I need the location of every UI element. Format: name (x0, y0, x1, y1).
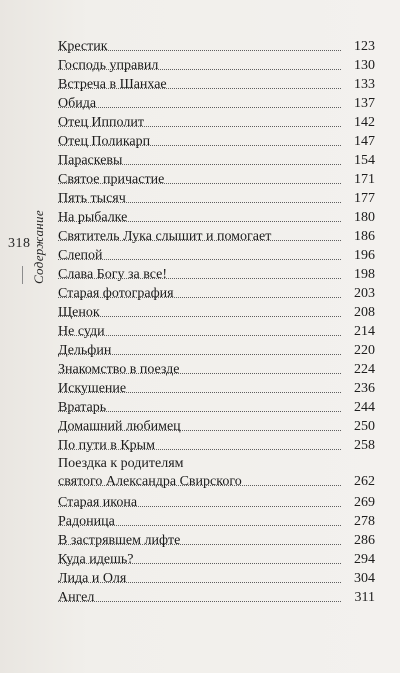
toc-entry-page: 180 (354, 210, 375, 225)
toc-entry (58, 91, 375, 112)
toc-entry-page: 177 (354, 191, 375, 206)
toc-entry (58, 72, 375, 93)
toc-entry (58, 319, 375, 340)
toc-entry (58, 262, 375, 283)
toc-entry-page: 244 (354, 400, 375, 415)
toc-entry-title: Старая фотография (58, 286, 174, 301)
toc-entry (58, 566, 375, 587)
toc-entry-page: 236 (354, 381, 375, 396)
toc-entry-page: 123 (354, 39, 375, 54)
toc-entry-title: Отец Поликарп (58, 134, 151, 149)
toc-entry-title: Крестик (58, 39, 108, 54)
toc-entry-title: На рыбалке (58, 210, 128, 225)
toc-entry-page: 147 (354, 134, 375, 149)
page-number: 318 (8, 236, 31, 251)
toc-entry (58, 167, 375, 188)
toc-entry (58, 509, 375, 530)
toc-entry (58, 547, 375, 568)
toc-entry (58, 110, 375, 131)
leader-dots (58, 601, 341, 602)
page-margin (0, 0, 50, 673)
toc-entry-title: Радоница (58, 514, 115, 529)
toc-entry-title: Щенок (58, 305, 100, 320)
toc-entry (58, 414, 375, 435)
toc-entry-title-line-2: святого Александра Свирского (58, 474, 242, 489)
toc-entry-title: Слепой (58, 248, 103, 263)
toc-entry (58, 357, 375, 378)
toc-entry-page: 171 (354, 172, 375, 187)
toc-entry (58, 338, 375, 359)
toc-entry-page: 286 (354, 533, 375, 548)
toc-entry-title: Святитель Лука слышит и помогает (58, 229, 272, 244)
toc-entry (58, 376, 375, 397)
toc-entry-title: Искушение (58, 381, 127, 396)
toc-entry-page: 196 (354, 248, 375, 263)
toc-entry-title: Ангел (58, 590, 95, 605)
toc-entry-title: Лида и Оля (58, 571, 127, 586)
toc-entry-page: 258 (354, 438, 375, 453)
margin-divider (22, 266, 23, 284)
toc-entry (58, 224, 375, 245)
toc-entry (58, 433, 375, 454)
toc-entry-page: 311 (354, 590, 375, 605)
section-title: Содержание (31, 210, 46, 284)
toc-entry (58, 300, 375, 321)
toc-entry-title: По пути в Крым (58, 438, 155, 453)
toc-entry-page: 304 (354, 571, 375, 586)
toc-entry (58, 129, 375, 150)
toc-entry-page: 142 (354, 115, 375, 130)
toc-entry-page: 294 (354, 552, 375, 567)
toc-entry-page: 214 (354, 324, 375, 339)
toc-entry-page: 278 (354, 514, 375, 529)
toc-entry (58, 395, 375, 416)
toc-entry-page: 250 (354, 419, 375, 434)
toc-entry (58, 490, 375, 511)
toc-entry-title: Домашний любимец (58, 419, 181, 434)
toc-entry-page: 154 (354, 153, 375, 168)
toc-entry-page: 137 (354, 96, 375, 111)
toc-entry-title: Обида (58, 96, 97, 111)
toc-entry-page: 224 (354, 362, 375, 377)
toc-entry-page: 130 (354, 58, 375, 73)
toc-entry-page: 186 (354, 229, 375, 244)
toc-entry (58, 281, 375, 302)
toc-entry (58, 243, 375, 264)
toc-entry-title: Слава Богу за все! (58, 267, 167, 282)
toc-entry-title: Вратарь (58, 400, 107, 415)
toc-entry-title: Параскевы (58, 153, 123, 168)
toc-entry-title: Господь управил (58, 58, 159, 73)
toc-entry-title-line-1: Поездка к родителям (58, 456, 184, 471)
toc-entry (58, 528, 375, 549)
toc-entry-page: 133 (354, 77, 375, 92)
toc-entry-title: Святое причастие (58, 172, 165, 187)
toc-entry (58, 186, 375, 207)
toc-entry (58, 34, 375, 55)
toc-entry-page: 208 (354, 305, 375, 320)
toc-entry-title: Старая икона (58, 495, 138, 510)
toc-entry (58, 585, 375, 606)
toc-entry-title: В застрявшем лифте (58, 533, 181, 548)
toc-entry-page: 262 (354, 474, 375, 489)
toc-entry (58, 148, 375, 169)
toc-entry-page: 269 (354, 495, 375, 510)
toc-entry-title: Знакомство в поезде (58, 362, 180, 377)
toc-entry (58, 53, 375, 74)
toc-entry-page: 203 (354, 286, 375, 301)
toc-entry-title: Куда идешь? (58, 552, 134, 567)
toc-entry-title: Отец Ипполит (58, 115, 144, 130)
leader-dots (58, 107, 341, 108)
toc-entry-title: Пять тысяч (58, 191, 126, 206)
toc-entry-title: Встреча в Шанхае (58, 77, 167, 92)
toc-entry-page: 198 (354, 267, 375, 282)
toc-entry (58, 205, 375, 226)
toc-entry-page: 220 (354, 343, 375, 358)
toc-entry-title: Не суди (58, 324, 105, 339)
toc-entry (58, 452, 375, 490)
toc-entry-title: Дельфин (58, 343, 112, 358)
